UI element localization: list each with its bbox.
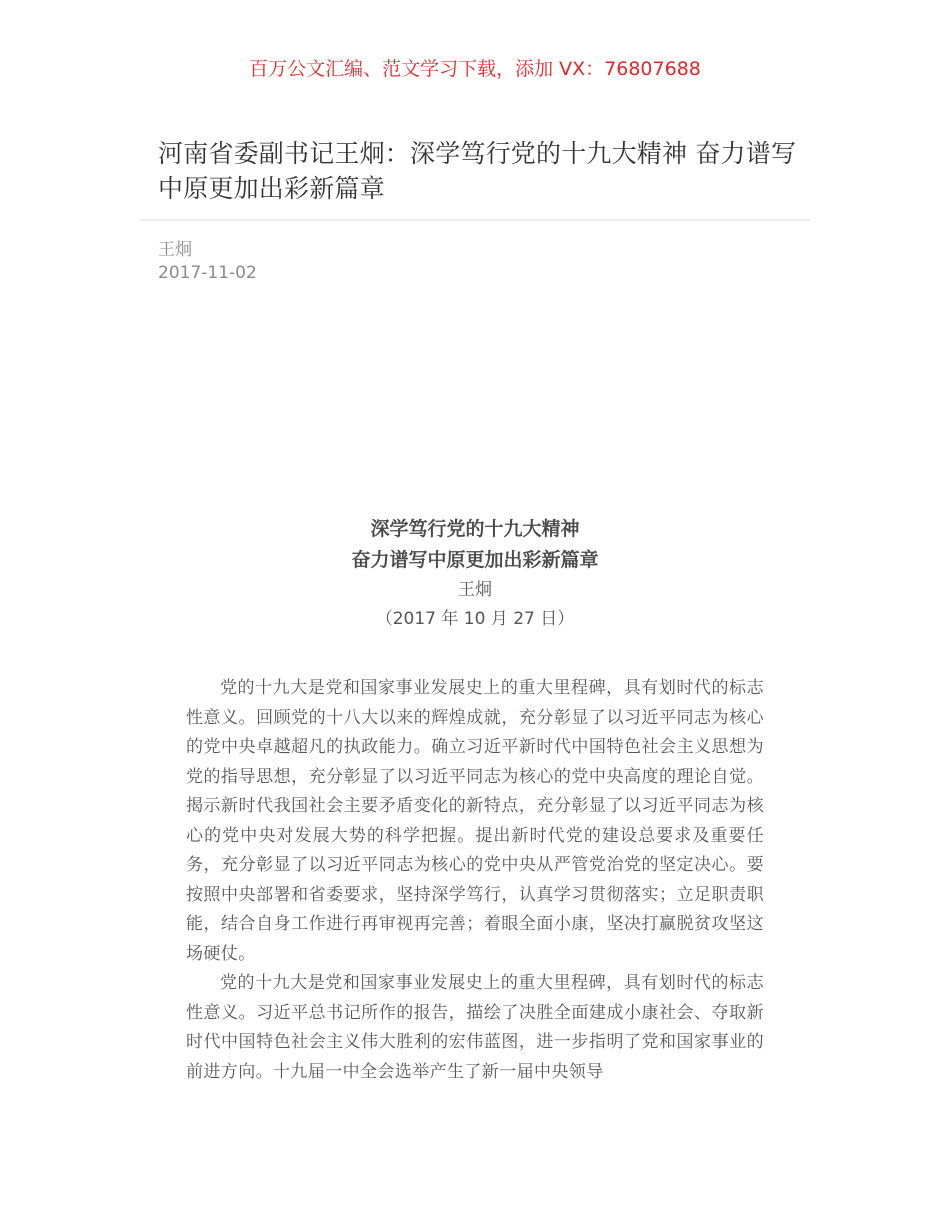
- document-body: [186, 514, 764, 1087]
- document-author: 王炯: [458, 580, 492, 600]
- article-meta: [158, 239, 257, 285]
- paragraph: 党的十九大是党和国家事业发展史上的重大里程碑，具有划时代的标志性意义。习近平总书记所作的报告，描绘了决胜全面建成小康社会、夺取新时代中国特色社会主义伟大胜利的宏伟蓝图，进一步指明了党和国家事业的前进方向。十九届一中全会选举产生了新一届中央领导: [186, 973, 764, 1082]
- article-author: 王炯: [158, 240, 192, 260]
- article-date: 2017-11-02: [158, 263, 257, 283]
- document-heading-line-2: 奋力谱写中原更加出彩新篇章: [351, 549, 599, 571]
- document-paragraphs: [186, 674, 764, 1087]
- header-divider: [140, 219, 810, 221]
- promo-banner: 百万公文汇编、范文学习下载，添加 VX：76807688: [249, 58, 701, 80]
- article-title: 河南省委副书记王炯：深学笃行党的十九大精神 奋力谱写中原更加出彩新篇章: [158, 139, 797, 203]
- paragraph: 党的十九大是党和国家事业发展史上的重大里程碑，具有划时代的标志性意义。回顾党的十八大以来的辉煌成就，充分彰显了以习近平同志为核心的党中央卓越超凡的执政能力。确立习近平新时代中国特色社会主义思想为党的指导思想，充分彰显了以习近平同志为核心的党中央高度的理论自觉。揭示新时代我国社会主要矛盾变化的新特点，充分彰显了以习近平同志为核心的党中央对发展大势的科学把握。提出新时代党的建设总要求及重要任务，充分彰显了以习近平同志为核心的党中央从严管党治党的坚定决心。要按照中央部署和省委要求，坚持深学笃行，认真学习贯彻落实；立足职责职能，结合自身工作进行再审视再完善；着眼全面小康，坚决打赢脱贫攻坚这场硬仗。: [186, 678, 764, 964]
- article-header: [140, 136, 810, 206]
- document-heading-line-1: 深学笃行党的十九大精神: [370, 518, 580, 540]
- document-date: （2017 年 10 月 27 日）: [375, 609, 575, 629]
